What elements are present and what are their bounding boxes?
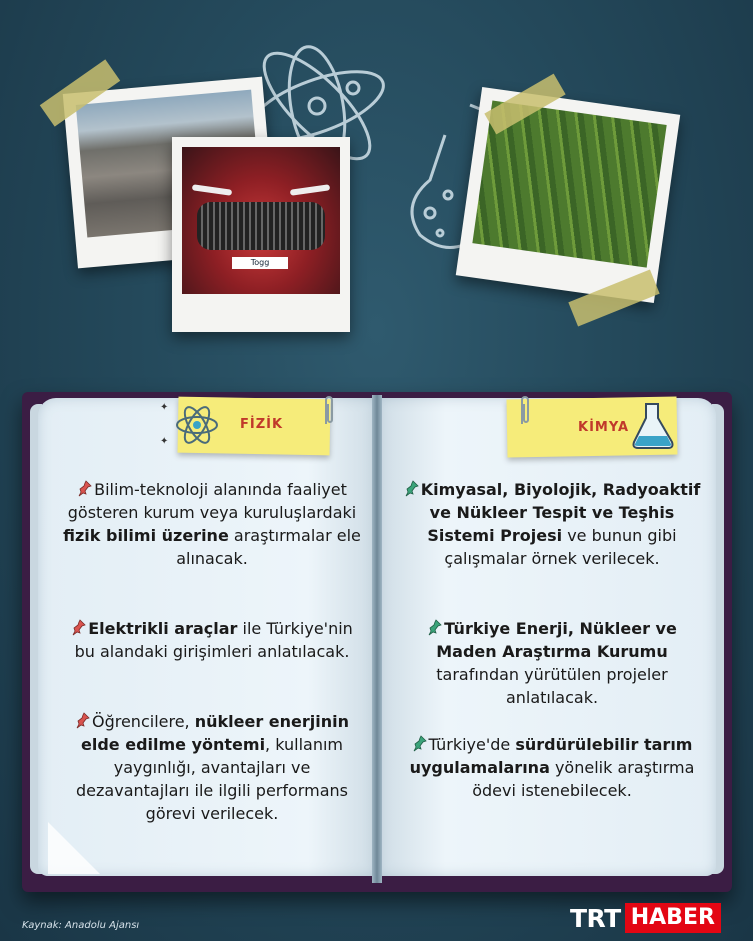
flask-icon xyxy=(628,400,678,452)
red-pushpin-icon xyxy=(71,619,86,636)
source-credit: Kaynak: Anadolu Ajansı xyxy=(22,920,140,931)
green-pushpin-icon xyxy=(404,480,419,497)
fizik-item-2-text: Elektrikli araçlar ile Türkiye'nin bu alandaki girişimleri anlatılacak. xyxy=(74,619,353,661)
fizik-item-1 xyxy=(62,478,362,570)
green-pushpin-icon xyxy=(427,619,442,636)
page-curl xyxy=(48,822,100,874)
green-pushpin-icon xyxy=(412,735,427,752)
trt-haber-logo xyxy=(570,903,721,933)
fizik-item-2 xyxy=(62,617,362,663)
book-spine xyxy=(372,395,382,883)
star-icon: ✦ xyxy=(160,402,169,413)
kimya-item-2-text: Türkiye Enerji, Nükleer ve Maden Araştırma Kurumu tarafından yürütülen projeler anlatılacak. xyxy=(436,619,677,707)
logo-trt-text: TRT xyxy=(570,903,621,933)
kimya-item-2 xyxy=(402,617,702,709)
fizik-item-1-text: Bilim-teknoloji alanında faaliyet gösteren kurum veya kuruluşlardaki fizik bilimi üzerine araştırmalar ele alınacak. xyxy=(63,480,361,568)
fizik-item-3-text: Öğrencilere, nükleer enerjinin elde edilme yöntemi, kullanım yaygınlığı, avantajları ve dezavantajları ile ilgili performans görevi verilecek. xyxy=(76,712,350,823)
star-icon: ✦ xyxy=(160,436,169,447)
red-pushpin-icon xyxy=(75,712,90,729)
kimya-heading: KİMYA xyxy=(578,420,630,435)
fizik-item-3 xyxy=(62,710,362,825)
logo-haber-text: HABER xyxy=(625,903,721,933)
red-pushpin-icon xyxy=(77,480,92,497)
kimya-item-1 xyxy=(402,478,702,570)
atom-icon xyxy=(172,402,222,448)
kimya-item-1-text: Kimyasal, Biyolojik, Radyoaktif ve Nükleer Tespit ve Teşhis Sistemi Projesi ve bunun gibi çalışmalar örnek verilecek. xyxy=(420,480,701,568)
kimya-item-3-text: Türkiye'de sürdürülebilir tarım uygulamalarına yönelik araştırma ödevi istenebilecek. xyxy=(409,735,695,800)
paperclip-icon xyxy=(322,392,336,428)
fizik-heading: FİZİK xyxy=(240,417,284,432)
photo-electric-car xyxy=(172,137,350,332)
car-plate-badge: Togg xyxy=(232,257,288,269)
paperclip-icon xyxy=(518,392,532,428)
kimya-item-3 xyxy=(402,733,702,802)
